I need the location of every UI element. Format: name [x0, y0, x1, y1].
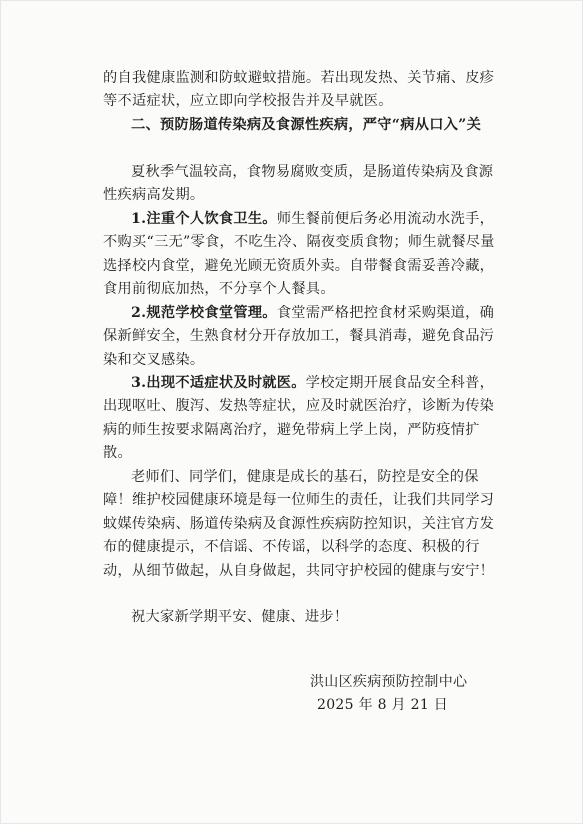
intro-paragraph-tail: 的自我健康监测和防蚊避蚊措施。若出现发热、关节痛、皮疹等不适症状，应立即向学校报告并及早就医。 [103, 70, 495, 110]
item-3-paragraph [103, 372, 495, 466]
closing-paragraph: 老师们、同学们，健康是成长的基石，防控是安全的保障！维护校园健康环境是每一位师生的责任，让我们共同学习蚊媒传染病、肠道传染病及食源性疾病防控知识，关注官方发布的健康提示，不信谣、不传谣，以科学的态度、积极的行动，从细节做起，从自身做起，共同守护校园的健康与安宁！ [103, 469, 495, 579]
item-2-body: 食堂需严格把控食材采购渠道，确保新鲜安全，生熟食材分开存放加工，餐具消毒，避免食品污染和交叉感染。 [103, 305, 495, 368]
wish-line: 祝大家新学期平安、健康、进步！ [131, 609, 349, 625]
item-1-title: 1.注重个人饮食卫生。 [131, 211, 277, 227]
item-3-title: 3.出现不适症状及时就医。 [131, 375, 306, 391]
signature-organization: 洪山区疾病预防控制中心 [310, 674, 468, 690]
signature-date: 2025 年 8 月 21 日 [317, 697, 449, 713]
item-2-paragraph [103, 302, 495, 372]
item-1-body: 师生餐前便后务必用流动水洗手，不购买“三无”零食，不吃生冷、隔夜变质食物；师生就餐尽量选择校内食堂，避免光顾无资质外卖。自带餐食需妥善冷藏，食用前彻底加热，不分享个人餐具。 [103, 211, 495, 298]
section-2-heading: 二、预防肠道传染病及食源性疾病，严守“病从口入”关 [131, 117, 482, 133]
item-3-body: 学校定期开展食品安全科普，出现呕吐、腹泻、发热等症状，应及时就医治疗，诊断为传染病的师生按要求隔离治疗，避免带病上学上岗，严防疫情扩散。 [103, 375, 495, 462]
section-2-intro: 夏秋季气温较高，食物易腐败变质，是肠道传染病及食源性疾病高发期。 [103, 164, 494, 204]
item-2-title: 2.规范学校食堂管理。 [131, 305, 277, 321]
item-1-paragraph [103, 208, 495, 302]
